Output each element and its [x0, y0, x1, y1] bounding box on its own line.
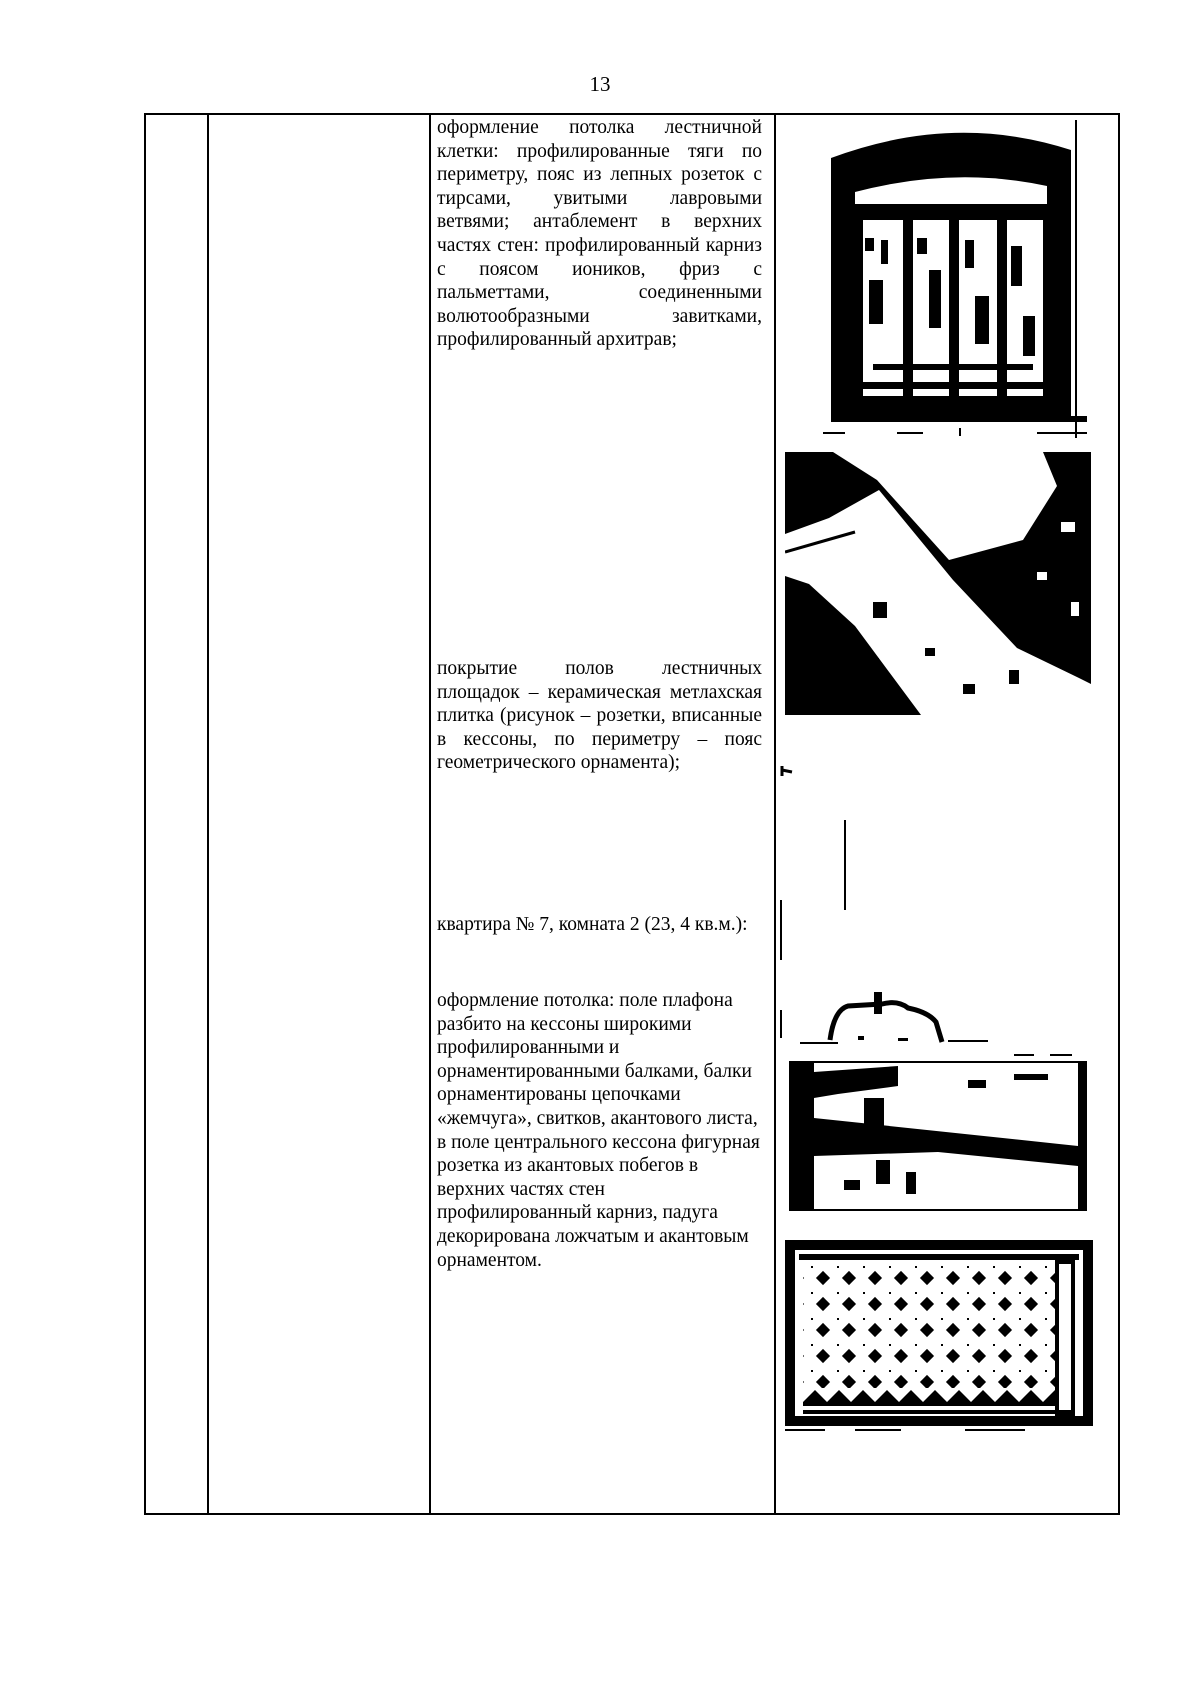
column-divider-2 — [429, 115, 431, 1513]
window-photo — [817, 120, 1092, 438]
column-divider-1 — [207, 115, 209, 1513]
ceiling-apartment-description: оформление потолка: поле плафона разбито на кессоны широкими профилированными и орнаментированными балками, балки орнаментированы цепочками «жемчуга», свитков, акантового листа, в поле центрального кессона фигурная розетка из акантовых побегов в верхних частях стен профилированный карниз, падуга декорирована ложчатым и акантовым орнаментом. — [437, 990, 760, 1271]
page-number: 13 — [589, 72, 611, 96]
floor-tiles-photo — [785, 1240, 1093, 1433]
column-divider-3 — [774, 115, 776, 1513]
ceiling-corner-photo — [785, 452, 1091, 715]
wall-fragment-photo — [778, 760, 1093, 1235]
ceiling-staircase-description: оформление потолка лестничной клетки: профилированные тяги по периметру, пояс из лепных розеток с тирсами, увитыми лавровыми ветвями; антаблемент в верхних частях стен: профилированный карниз с поясом иоников, фриз с пальметтами, соединенными волютообразными завитками, профилированный архитрав; — [437, 117, 762, 351]
floor-landings-description: покрытие полов лестничных площадок – керамическая метлахская плитка (рисунок – розетки, вписанные в кессоны, по периметру – пояс геометрического орнамента); — [437, 658, 762, 774]
apartment-heading: квартира № 7, комната 2 (23, 4 кв.м.): — [437, 914, 748, 935]
